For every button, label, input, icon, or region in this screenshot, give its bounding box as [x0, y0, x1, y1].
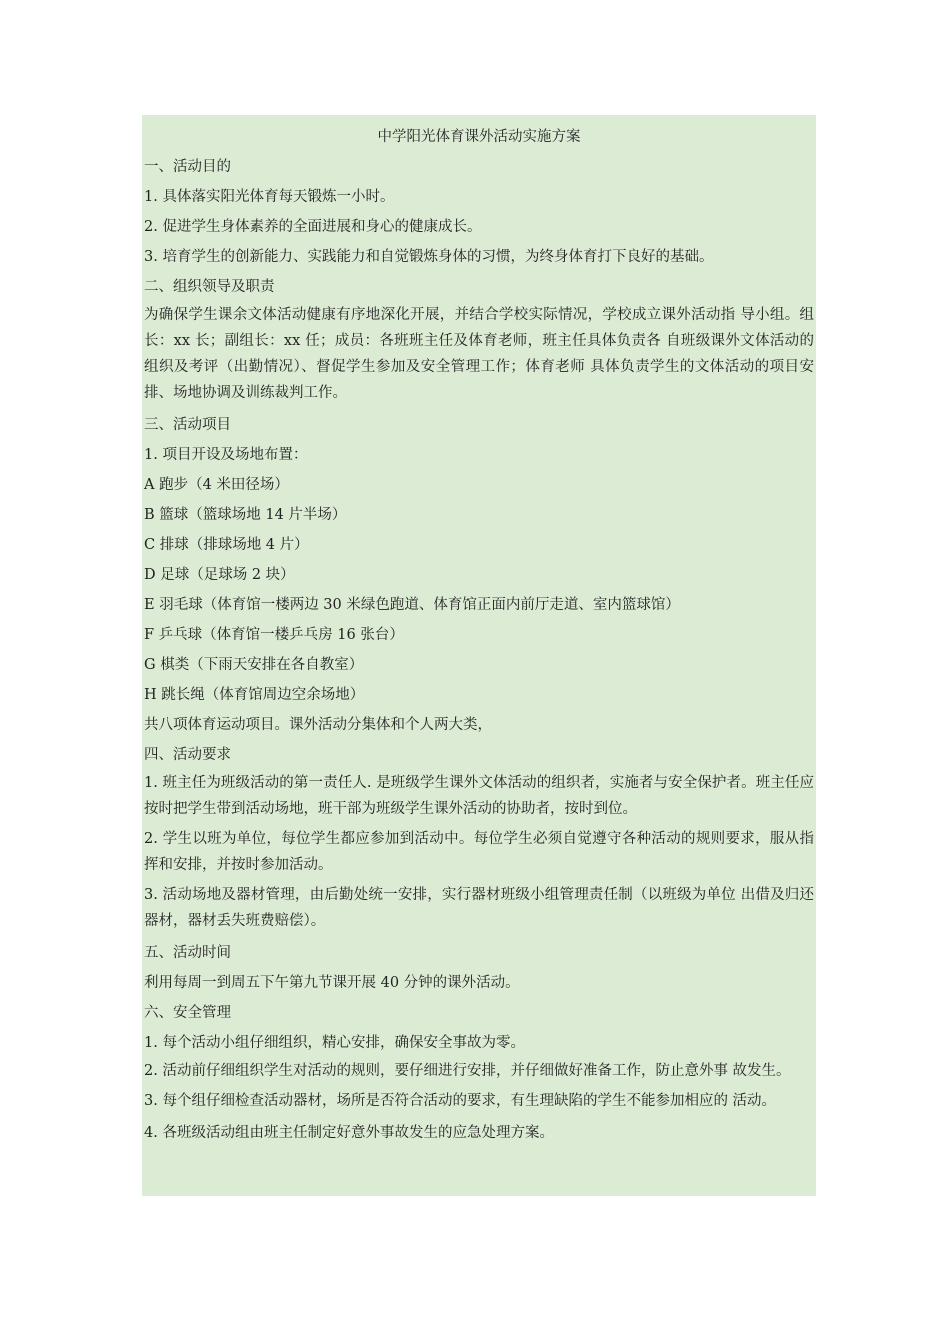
body-line: 四、活动要求: [144, 747, 231, 763]
body-line: 1. 具体落实阳光体育每天锻炼一小时。: [144, 189, 395, 205]
body-paragraph: 1. 班主任为班级活动的第一责任人. 是班级学生课外文体活动的组织者，实施者与安全保护者。班主任应按时把学生带到活动场地，班干部为班级学生课外活动的协助者，按时到位。: [144, 775, 814, 817]
body-line: 利用每周一到周五下午第九节课开展 40 分钟的课外活动。: [144, 975, 520, 991]
body-line: 五、活动时间: [144, 945, 231, 961]
document-body: [144, 152, 816, 1148]
body-line: H 跳长绳（体育馆周边空余场地）: [144, 687, 365, 703]
body-line: D 足球（足球场 2 块）: [144, 567, 295, 583]
body-line: 1. 项目开设及场地布置：: [144, 447, 308, 463]
body-line: 1. 每个活动小组仔细组织，精心安排，确保安全事故为零。: [144, 1035, 525, 1051]
body-paragraph: 3. 每个组仔细检查活动器材，场所是否符合活动的要求，有生理缺陷的学生不能参加相应的 活动。: [144, 1093, 777, 1109]
body-paragraph: 2. 活动前仔细组织学生对活动的规则，要仔细进行安排，并仔细做好准备工作，防止意外事 故发生。: [144, 1063, 791, 1079]
body-line: 2. 促进学生身体素养的全面进展和身心的健康成长。: [144, 219, 482, 235]
body-line: 二、组织领导及职责: [144, 279, 275, 295]
body-line: 共八项体育运动项目。课外活动分集体和个人两大类，: [144, 717, 492, 733]
body-line: 六、安全管理: [144, 1005, 231, 1021]
body-line: 三、活动项目: [144, 417, 231, 433]
body-line: 3. 培育学生的创新能力、实践能力和自觉锻炼身体的习惯，为终身体育打下良好的基础。: [144, 249, 714, 265]
body-line: 一、活动目的: [144, 159, 231, 175]
document-panel: [142, 115, 816, 1196]
body-paragraph: 为确保学生课余文体活动健康有序地深化开展，并结合学校实际情况，学校成立课外活动指 导小组。组长：xx 长；副组长：xx 任；成员：各班班主任及体育老师，班主任具体负责各 自班级课外文体活动的组织及考评（出勤情况）、督促学生参加及安全管理工作；体育老师 具体负责学生的文体活动的项目安排、场地协调及训练裁判工作。: [144, 307, 814, 401]
document-title: 中学阳光体育课外活动实施方案: [377, 129, 581, 145]
body-line: C 排球（排球场地 4 片）: [144, 537, 309, 553]
body-line: 4. 各班级活动组由班主任制定好意外事故发生的应急处理方案。: [144, 1125, 554, 1141]
body-line: B 篮球（篮球场地 14 片半场）: [144, 507, 347, 523]
body-line: E 羽毛球（体育馆一楼两边 30 米绿色跑道、体育馆正面内前厅走道、室内篮球馆）: [144, 597, 680, 613]
body-line: F 乒乓球（体育馆一楼乒乓房 16 张台）: [144, 627, 404, 643]
body-paragraph: 3. 活动场地及器材管理，由后勤处统一安排，实行器材班级小组管理责任制（以班级为单位 出借及归还器材，器材丢失班费赔偿）。: [144, 887, 814, 929]
body-line: G 棋类（下雨天安排在各自教室）: [144, 657, 364, 673]
body-paragraph: 2. 学生以班为单位，每位学生都应参加到活动中。每位学生必须自觉遵守各种活动的规则要求，服从指挥和安排，并按时参加活动。: [144, 831, 814, 873]
body-line: A 跑步（4 米田径场）: [144, 477, 289, 493]
